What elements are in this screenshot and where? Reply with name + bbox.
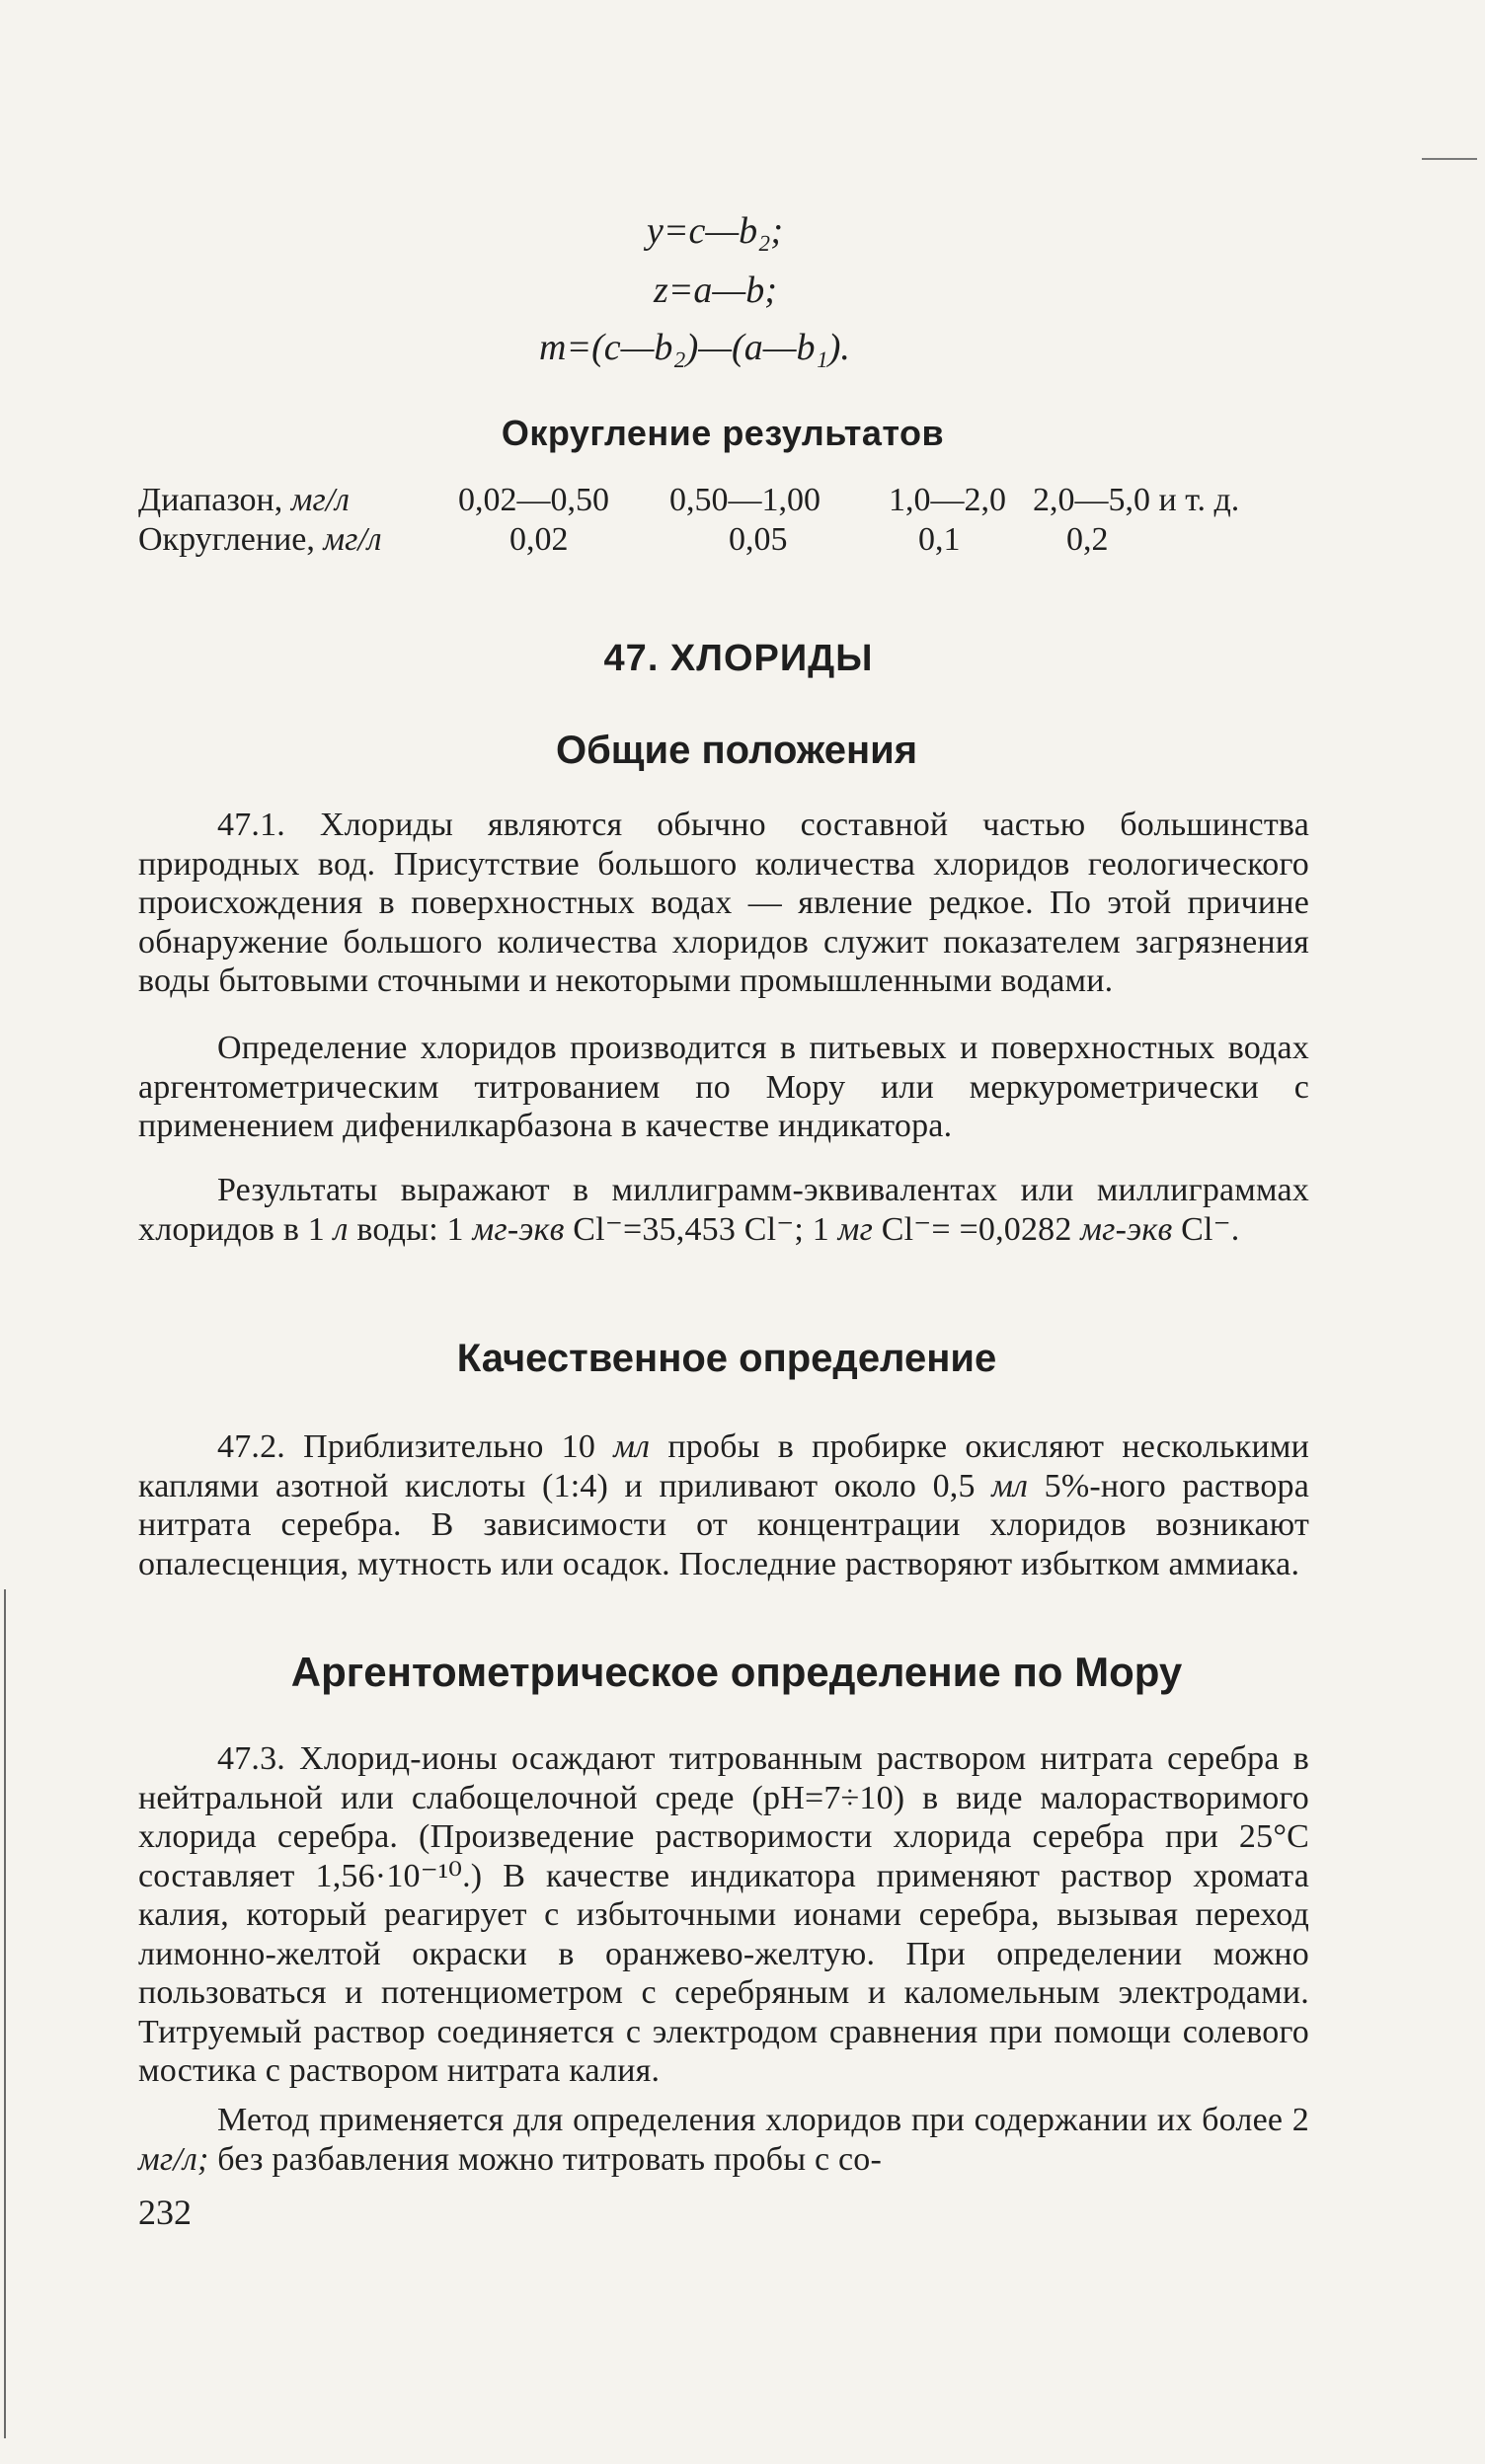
rounding-cell: 0,2 xyxy=(1066,521,1109,558)
range-label: Диапазон, мг/л xyxy=(138,482,350,518)
table-row xyxy=(138,521,1323,561)
paragraph-number: 47.2. xyxy=(217,1428,285,1465)
range-cell: 1,0—2,0 xyxy=(889,482,1006,518)
rounding-table xyxy=(138,482,1323,561)
range-cell: 2,0—5,0 и т. д. xyxy=(1033,482,1240,518)
rounding-heading: Округление результатов xyxy=(501,413,945,453)
formula-y: y=c—b₂; xyxy=(647,210,784,252)
paragraph-47-3: 47.3. Хлорид-ионы осаждают титрованным раствором нитрата серебра в нейтральной или слабощелочной среде (pH=7÷10) в виде малорастворимого хлорида серебра. (Произведение растворимости хлорида серебра при 25°С составляет 1,56·10⁻¹⁰.) В качестве индикатора применяют раствор хромата калия, который реагирует с избыточными ионами серебра, вызывая переход лимонно-желтой окраски в оранжево-желтую. При определении можно пользоваться и потенциометром с серебряным и каломельным электродами. Титруемый раствор соединяется с электродом сравнения при помощи солевого мостика с раствором нитрата калия. xyxy=(138,1740,1309,2089)
rounding-cell: 0,05 xyxy=(729,521,788,558)
paragraph-results: Результаты выражают в миллиграмм-эквивалентах или миллиграммах хлоридов в 1 л воды: 1 мг-экв Cl⁻=35,453 Cl⁻; 1 мг Cl⁻= =0,0282 мг-экв Cl⁻. xyxy=(138,1172,1309,1248)
paragraph-application: Метод применяется для определения хлоридов при содержании их более 2 мг/л; без разбавления можно титровать пробы с со- xyxy=(138,2102,1309,2178)
formula-z: z=a—b; xyxy=(654,270,777,311)
rounding-cell: 0,1 xyxy=(918,521,961,558)
paragraph-number: 47.3. xyxy=(217,1740,285,1777)
paragraph-method: Определение хлоридов производится в питьевых и поверхностных водах аргентометрическим титрованием по Мору или меркурометрически с применением дифенилкарбазона в качестве индикатора. xyxy=(138,1030,1309,1144)
page-number: 232 xyxy=(138,2193,192,2232)
rounding-cell: 0,02 xyxy=(509,521,569,558)
scan-edge-line xyxy=(4,1589,6,2438)
paragraph-47-1: 47.1. Хлориды являются обычно составной частью большинства природных вод. Присутствие большого количества хлоридов геологического происхождения в поверхностных водах — явление редкое. По этой причине обнаружение большого количества хлоридов служит показателем загрязнения воды бытовыми сточными и некоторыми промышленными водами. xyxy=(138,807,1309,999)
range-cell: 0,02—0,50 xyxy=(458,482,609,518)
qualitative-heading: Качественное определение xyxy=(456,1337,997,1380)
general-heading: Общие положения xyxy=(555,729,918,772)
formula-m: m=(c—b₂)—(a—b₁). xyxy=(539,327,850,368)
paragraph-47-2: 47.2. Приблизительно 10 мл пробы в пробирке окисляют несколькими каплями азотной кислоты (1:4) и приливают около 0,5 мл 5%-ного раствора нитрата серебра. В зависимости от концентрации хлоридов возникают опалесценция, мутность или осадок. Последние растворяют избытком аммиака. xyxy=(138,1428,1310,1582)
scan-mark xyxy=(1422,158,1477,160)
range-cell: 0,50—1,00 xyxy=(669,482,821,518)
paragraph-number: 47.1. xyxy=(217,807,285,843)
mohr-heading: Аргентометрическое определение по Мору xyxy=(290,1649,1183,1695)
rounding-label: Округление, мг/л xyxy=(138,521,382,558)
table-row xyxy=(138,482,1323,521)
section-title: 47. ХЛОРИДЫ xyxy=(603,638,874,679)
